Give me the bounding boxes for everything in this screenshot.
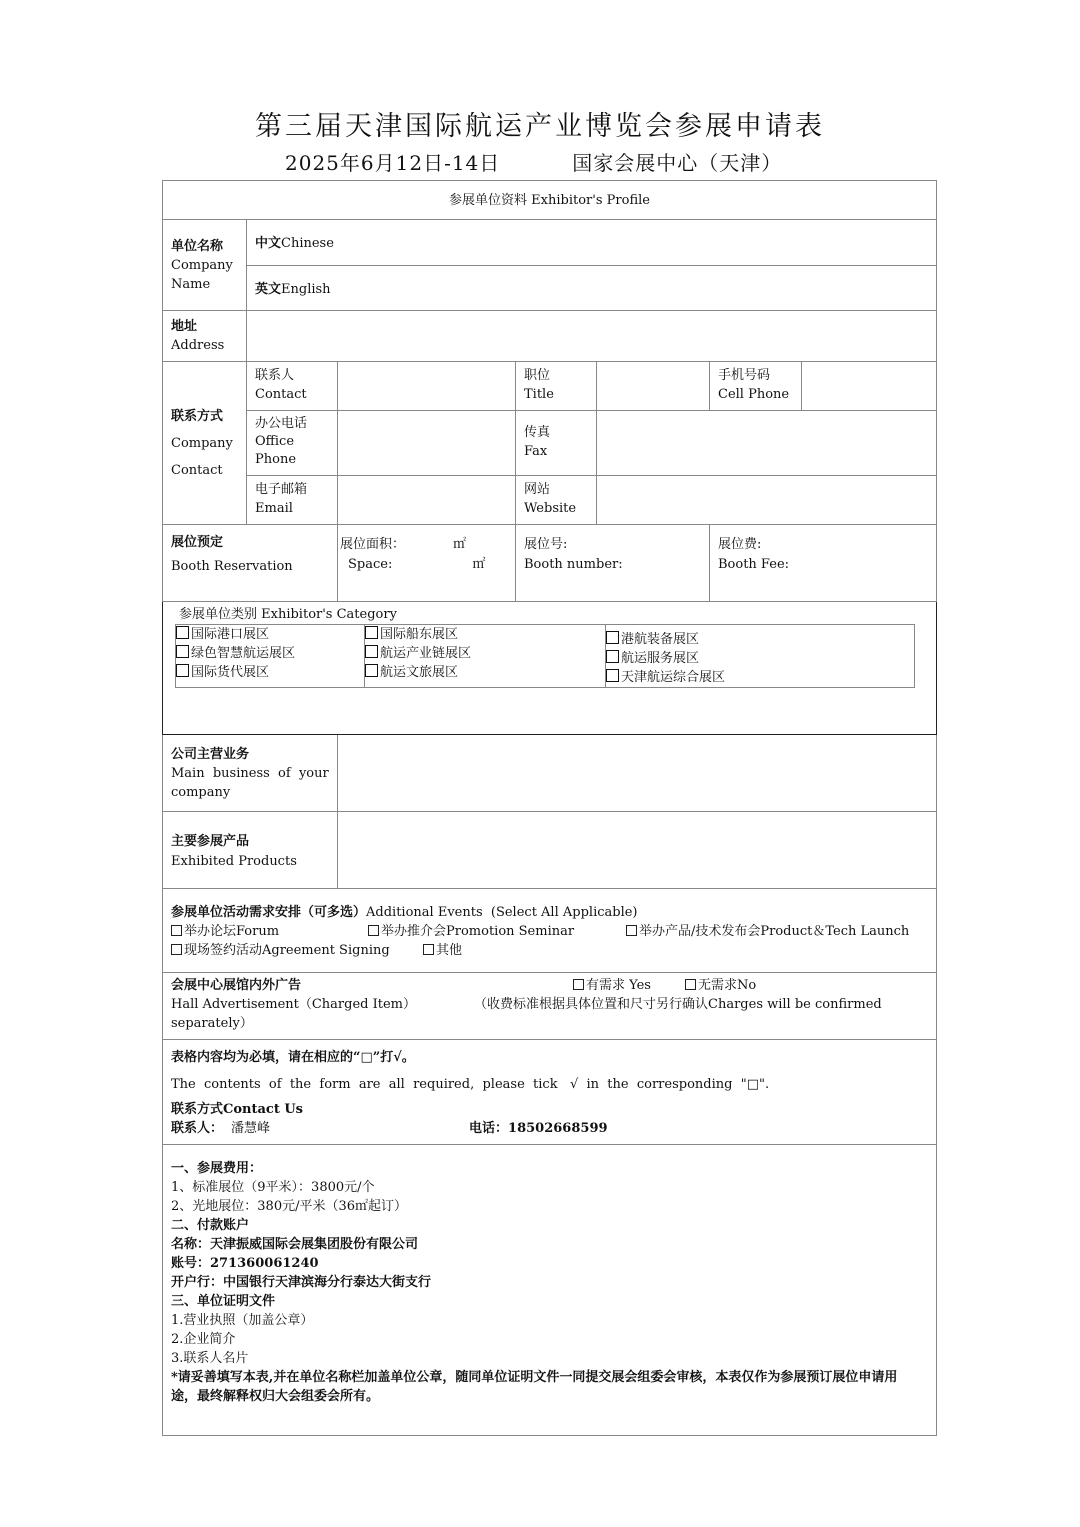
main-business-label-en1: Main business of your	[171, 766, 329, 781]
website-field[interactable]	[597, 476, 937, 525]
booth-space-unit-2: ㎡	[472, 557, 486, 572]
event-date: 2025年6月12日-14日	[285, 151, 501, 175]
cell-phone-label-en: Cell Phone	[718, 387, 790, 402]
fees-info-section	[163, 1145, 937, 1436]
category-title: 参展单位类别 Exhibitor's Category	[179, 607, 397, 622]
category-label: 国际港口展区	[191, 627, 270, 642]
category-option[interactable]	[365, 644, 605, 663]
checkbox-icon[interactable]	[573, 979, 584, 990]
category-grid	[175, 624, 915, 688]
events-title	[171, 903, 928, 922]
website-label-en: Website	[524, 501, 577, 516]
category-label: 航运文旅展区	[380, 665, 459, 680]
final-note: *请妥善填写本表,并在单位名称栏加盖单位公章，随同单位证明文件一同提交展会组委会审核，本表仅作为参展预订展位申请用途，最终解释权归大会组委会所有。	[171, 1370, 898, 1404]
office-phone-label	[247, 411, 338, 476]
english-name-field[interactable]	[247, 266, 937, 311]
account-bank: 开户行：中国银行天津滨海分行泰达大街支行	[171, 1275, 432, 1290]
company-name-label	[163, 220, 247, 311]
cell-phone-field[interactable]	[802, 362, 937, 411]
category-label: 航运服务展区	[621, 651, 700, 666]
address-label-cn: 地址	[171, 319, 198, 334]
chinese-label-en: Chinese	[281, 236, 334, 251]
events-options-row1	[171, 922, 928, 941]
phone-label: 电话：	[469, 1121, 509, 1136]
checkbox-icon[interactable]	[423, 944, 434, 955]
booth-reservation-label	[163, 525, 338, 602]
title-label-cn: 职位	[524, 368, 551, 383]
additional-events-section	[163, 889, 937, 973]
booth-space-cn	[340, 535, 511, 555]
checkbox-icon[interactable]	[176, 664, 189, 677]
exhibited-products-field[interactable]	[338, 812, 937, 889]
events-title-en: Additional Events (Select All Applicable)	[366, 905, 638, 920]
fee-raw-space: 2、光地展位：380元/平米（36㎡起订）	[171, 1199, 408, 1214]
fax-field[interactable]	[597, 411, 937, 476]
required-notice-en: The contents of the form are all required, please tick √ in the corresponding "□".	[171, 1077, 770, 1092]
ads-note-en2: separately）	[171, 1016, 253, 1031]
office-phone-label-en1: Office	[255, 434, 295, 449]
category-option[interactable]	[365, 663, 605, 682]
page-title: 第三届天津国际航运产业博览会参展申请表	[255, 111, 825, 142]
advertisement-section	[163, 973, 937, 1040]
notice-section	[163, 1040, 937, 1145]
ads-note-cn: （收费标准根据具体位置和尺寸另行确认	[474, 997, 709, 1012]
exhibited-products-label-cn: 主要参展产品	[171, 834, 250, 849]
category-label: 航运产业链展区	[380, 646, 472, 661]
contact-us-row	[171, 1119, 928, 1138]
checkbox-icon[interactable]	[606, 650, 619, 663]
event-option-seminar[interactable]	[368, 922, 626, 941]
checkbox-icon[interactable]	[365, 664, 378, 677]
cell-phone-label	[710, 362, 802, 411]
ads-title-cn: 会展中心展馆内外广告	[171, 978, 302, 993]
booth-number-cn: 展位号:	[524, 537, 568, 552]
english-label-cn: 英文	[255, 282, 282, 297]
checkbox-icon[interactable]	[606, 631, 619, 644]
fees-heading: 一、参展费用：	[171, 1161, 263, 1176]
booth-fee-field[interactable]	[710, 525, 937, 602]
cell-phone-label-cn: 手机号码	[718, 368, 771, 383]
email-label	[247, 476, 338, 525]
company-name-label-en: Company Name	[171, 257, 233, 292]
checkbox-icon[interactable]	[171, 944, 182, 955]
profile-section-header: 参展单位资料 Exhibitor's Profile	[163, 181, 937, 220]
main-business-label	[163, 735, 338, 812]
ads-yes-label: 有需求 Yes	[586, 978, 651, 993]
title-label	[516, 362, 597, 411]
category-option[interactable]	[176, 625, 364, 644]
category-option[interactable]	[606, 630, 914, 649]
website-label-cn: 网站	[524, 482, 551, 497]
ads-title-en: Hall Advertisement（Charged Item）	[171, 997, 416, 1012]
contact-way-label-en2: Contact	[171, 462, 223, 478]
booth-label-cn: 展位预定	[171, 535, 224, 550]
office-phone-label-cn: 办公电话	[255, 416, 308, 431]
office-phone-label-en2: Phone	[255, 452, 297, 467]
application-form	[162, 180, 937, 1436]
title-field[interactable]	[597, 362, 710, 411]
ads-row2	[171, 995, 928, 1014]
event-option-signing[interactable]	[171, 941, 423, 960]
contact-us-title: 联系方式Contact Us	[171, 1102, 303, 1117]
checkbox-icon[interactable]	[685, 979, 696, 990]
category-label: 国际船东展区	[380, 627, 459, 642]
main-business-label-cn: 公司主营业务	[171, 747, 250, 762]
event-option-launch[interactable]	[626, 924, 909, 939]
email-label-en: Email	[255, 501, 293, 516]
event-venue: 国家会展中心（天津）	[572, 151, 783, 175]
fee-standard-booth: 1、标准展位（9平米）：3800元/个	[171, 1180, 375, 1195]
website-label	[516, 476, 597, 525]
events-title-cn: 参展单位活动需求安排（可多选）	[171, 905, 367, 920]
company-name-label-cn: 单位名称	[171, 238, 224, 254]
checkbox-icon[interactable]	[176, 626, 189, 639]
required-notice-cn: 表格内容均为必填，请在相应的“□”打√。	[171, 1050, 415, 1065]
booth-label-en: Booth Reservation	[171, 559, 293, 574]
booth-space-label-cn: 展位面积：	[340, 537, 406, 552]
fax-label	[516, 411, 597, 476]
document-card: 3.联系人名片	[171, 1351, 249, 1366]
checkbox-icon[interactable]	[606, 669, 619, 682]
checkbox-icon[interactable]	[176, 645, 189, 658]
address-field[interactable]	[247, 311, 937, 362]
document-license: 1.营业执照（加盖公章）	[171, 1313, 314, 1328]
office-phone-field[interactable]	[338, 411, 516, 476]
event-option-forum[interactable]	[171, 922, 368, 941]
category-option[interactable]	[176, 663, 364, 682]
exhibited-products-label-en: Exhibited Products	[171, 854, 297, 869]
contact-way-label	[163, 362, 247, 525]
checkbox-icon[interactable]	[365, 626, 378, 639]
fax-label-en: Fax	[524, 444, 548, 459]
category-option[interactable]	[365, 625, 605, 644]
address-label	[163, 311, 247, 362]
phone-number: 18502668599	[508, 1121, 608, 1136]
event-option-other[interactable]	[423, 943, 462, 958]
account-number: 账号：271360061240	[171, 1256, 319, 1271]
event-subtitle	[285, 147, 782, 176]
account-name: 名称：天津振威国际会展集团股份有限公司	[171, 1237, 419, 1252]
address-label-en: Address	[171, 338, 225, 353]
category-label: 天津航运综合展区	[621, 670, 726, 685]
category-label: 国际货代展区	[191, 665, 270, 680]
ads-no-option[interactable]	[685, 978, 756, 993]
booth-space-unit: ㎡	[453, 537, 467, 552]
main-business-label-en2: company	[171, 785, 231, 800]
booth-fee-cn: 展位费:	[718, 537, 762, 552]
event-option-label: 举办产品/技术发布会Product＆Tech Launch	[639, 924, 910, 939]
booth-number-en: Booth number:	[524, 557, 623, 572]
checkbox-icon[interactable]	[365, 645, 378, 658]
checkbox-icon[interactable]	[368, 925, 379, 936]
booth-space-field[interactable]	[338, 525, 516, 602]
contact-person-label: 联系人：	[171, 1121, 224, 1136]
payment-account-heading: 二、付款账户	[171, 1218, 250, 1233]
category-option[interactable]	[606, 668, 914, 687]
exhibited-products-label	[163, 812, 338, 889]
category-option[interactable]	[606, 649, 914, 668]
ads-note-en: Charges will be confirmed	[708, 997, 882, 1012]
documents-heading: 三、单位证明文件	[171, 1294, 276, 1309]
event-option-label: 举办论坛Forum	[184, 924, 280, 939]
category-label: 港航装备展区	[621, 632, 700, 647]
ads-no-label: 无需求No	[698, 978, 757, 993]
booth-number-field[interactable]	[516, 525, 710, 602]
email-field[interactable]	[338, 476, 516, 525]
contact-label-en: Contact	[255, 387, 307, 402]
document-profile: 2.企业简介	[171, 1332, 236, 1347]
booth-space-label-en: Space:	[348, 557, 393, 572]
email-label-cn: 电子邮箱	[255, 482, 308, 497]
english-label-en: English	[281, 282, 331, 297]
title-label-en: Title	[524, 387, 554, 402]
contact-label	[247, 362, 338, 411]
event-option-label: 举办推介会Promotion Seminar	[381, 924, 575, 939]
contact-way-label-cn: 联系方式	[171, 408, 224, 424]
contact-way-label-en1: Company	[171, 435, 233, 451]
category-option[interactable]	[176, 644, 364, 663]
checkbox-icon[interactable]	[626, 925, 637, 936]
event-option-label: 其他	[436, 943, 463, 958]
chinese-name-field[interactable]	[247, 220, 937, 266]
booth-fee-en: Booth Fee:	[718, 557, 790, 572]
chinese-label-cn: 中文	[255, 236, 282, 251]
booth-space-en	[340, 555, 511, 575]
fax-label-cn: 传真	[524, 425, 551, 440]
main-business-field[interactable]	[338, 735, 937, 812]
checkbox-icon[interactable]	[171, 925, 182, 936]
event-option-label: 现场签约活动Agreement Signing	[184, 943, 390, 958]
category-label: 绿色智慧航运展区	[191, 646, 296, 661]
category-section	[163, 602, 937, 735]
ads-yes-option[interactable]	[573, 976, 685, 995]
contact-person-name: 潘慧峰	[231, 1121, 271, 1136]
events-options-row2	[171, 941, 928, 960]
contact-label-cn: 联系人	[255, 368, 295, 383]
contact-field[interactable]	[338, 362, 516, 411]
ads-row1	[171, 976, 928, 995]
